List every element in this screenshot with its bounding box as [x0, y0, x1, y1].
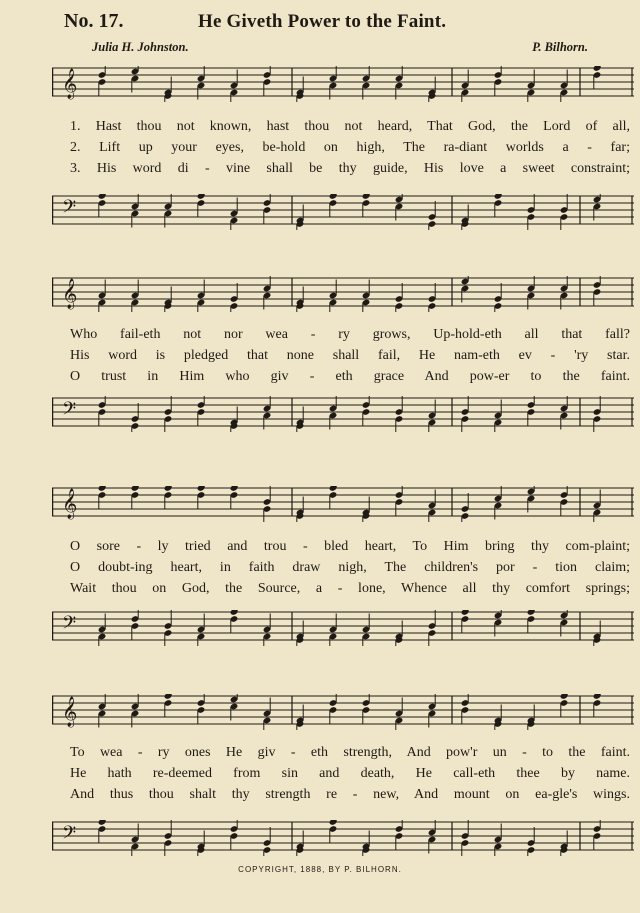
svg-text:𝄢: 𝄢	[62, 613, 77, 638]
svg-text:𝄢: 𝄢	[62, 823, 77, 848]
svg-text:𝄞: 𝄞	[62, 69, 78, 99]
lyric-line: O doubt-ing heart, in faith draw nigh, The children's por - tion claim;	[70, 560, 630, 575]
treble-staff	[52, 276, 634, 312]
svg-text:𝄞: 𝄞	[62, 697, 78, 727]
svg-text:𝄞: 𝄞	[62, 279, 78, 309]
bass-staff	[52, 820, 634, 856]
treble-staff	[52, 66, 634, 102]
lyric-line: 3. His word di - vine shall be thy guide, His love a sweet constraint;	[70, 161, 630, 176]
lyric-line: Wait thou on God, the Source, a - lone, Whence all thy comfort springs;	[70, 581, 630, 596]
lyric-line: O sore - ly tried and trou - bled heart, To Him bring thy com-plaint;	[70, 539, 630, 554]
composer-credit: P. Bilhorn.	[532, 40, 588, 54]
lyric-line: Who fail-eth not nor wea - ry grows, Up-hold-eth all that fall?	[70, 327, 630, 342]
lyric-line: He hath re-deemed from sin and death, He call-eth thee by name.	[70, 766, 630, 781]
copyright-notice: COPYRIGHT, 1888, BY P. BILHORN.	[238, 865, 402, 874]
lyric-line: 1. Hast thou not known, hast thou not heard, That God, the Lord of all,	[70, 119, 630, 134]
bass-staff	[52, 396, 634, 432]
lyric-line: 2. Lift up your eyes, be-hold on high, The ra-diant worlds a - far;	[70, 140, 630, 155]
lyric-line: And thus thou shalt thy strength re - new, And mount on ea-gle's wings.	[70, 787, 630, 802]
lyric-line: His word is pledged that none shall fail, He nam-eth ev - 'ry star.	[70, 348, 630, 363]
lyric-line: O trust in Him who giv - eth grace And pow-er to the faint.	[70, 369, 630, 384]
bass-staff	[52, 610, 634, 646]
svg-text:𝄢: 𝄢	[62, 197, 77, 222]
lyric-line: To wea - ry ones He giv - eth strength, And pow'r un - to the faint.	[70, 745, 630, 760]
svg-text:𝄞: 𝄞	[62, 489, 78, 519]
treble-staff	[52, 694, 634, 730]
treble-staff	[52, 486, 634, 522]
hymn-number: No. 17.	[64, 10, 124, 32]
hymn-title: He Giveth Power to the Faint.	[198, 11, 447, 32]
svg-text:𝄢: 𝄢	[62, 399, 77, 424]
bass-staff	[52, 194, 634, 230]
author-credit: Julia H. Johnston.	[92, 40, 189, 54]
